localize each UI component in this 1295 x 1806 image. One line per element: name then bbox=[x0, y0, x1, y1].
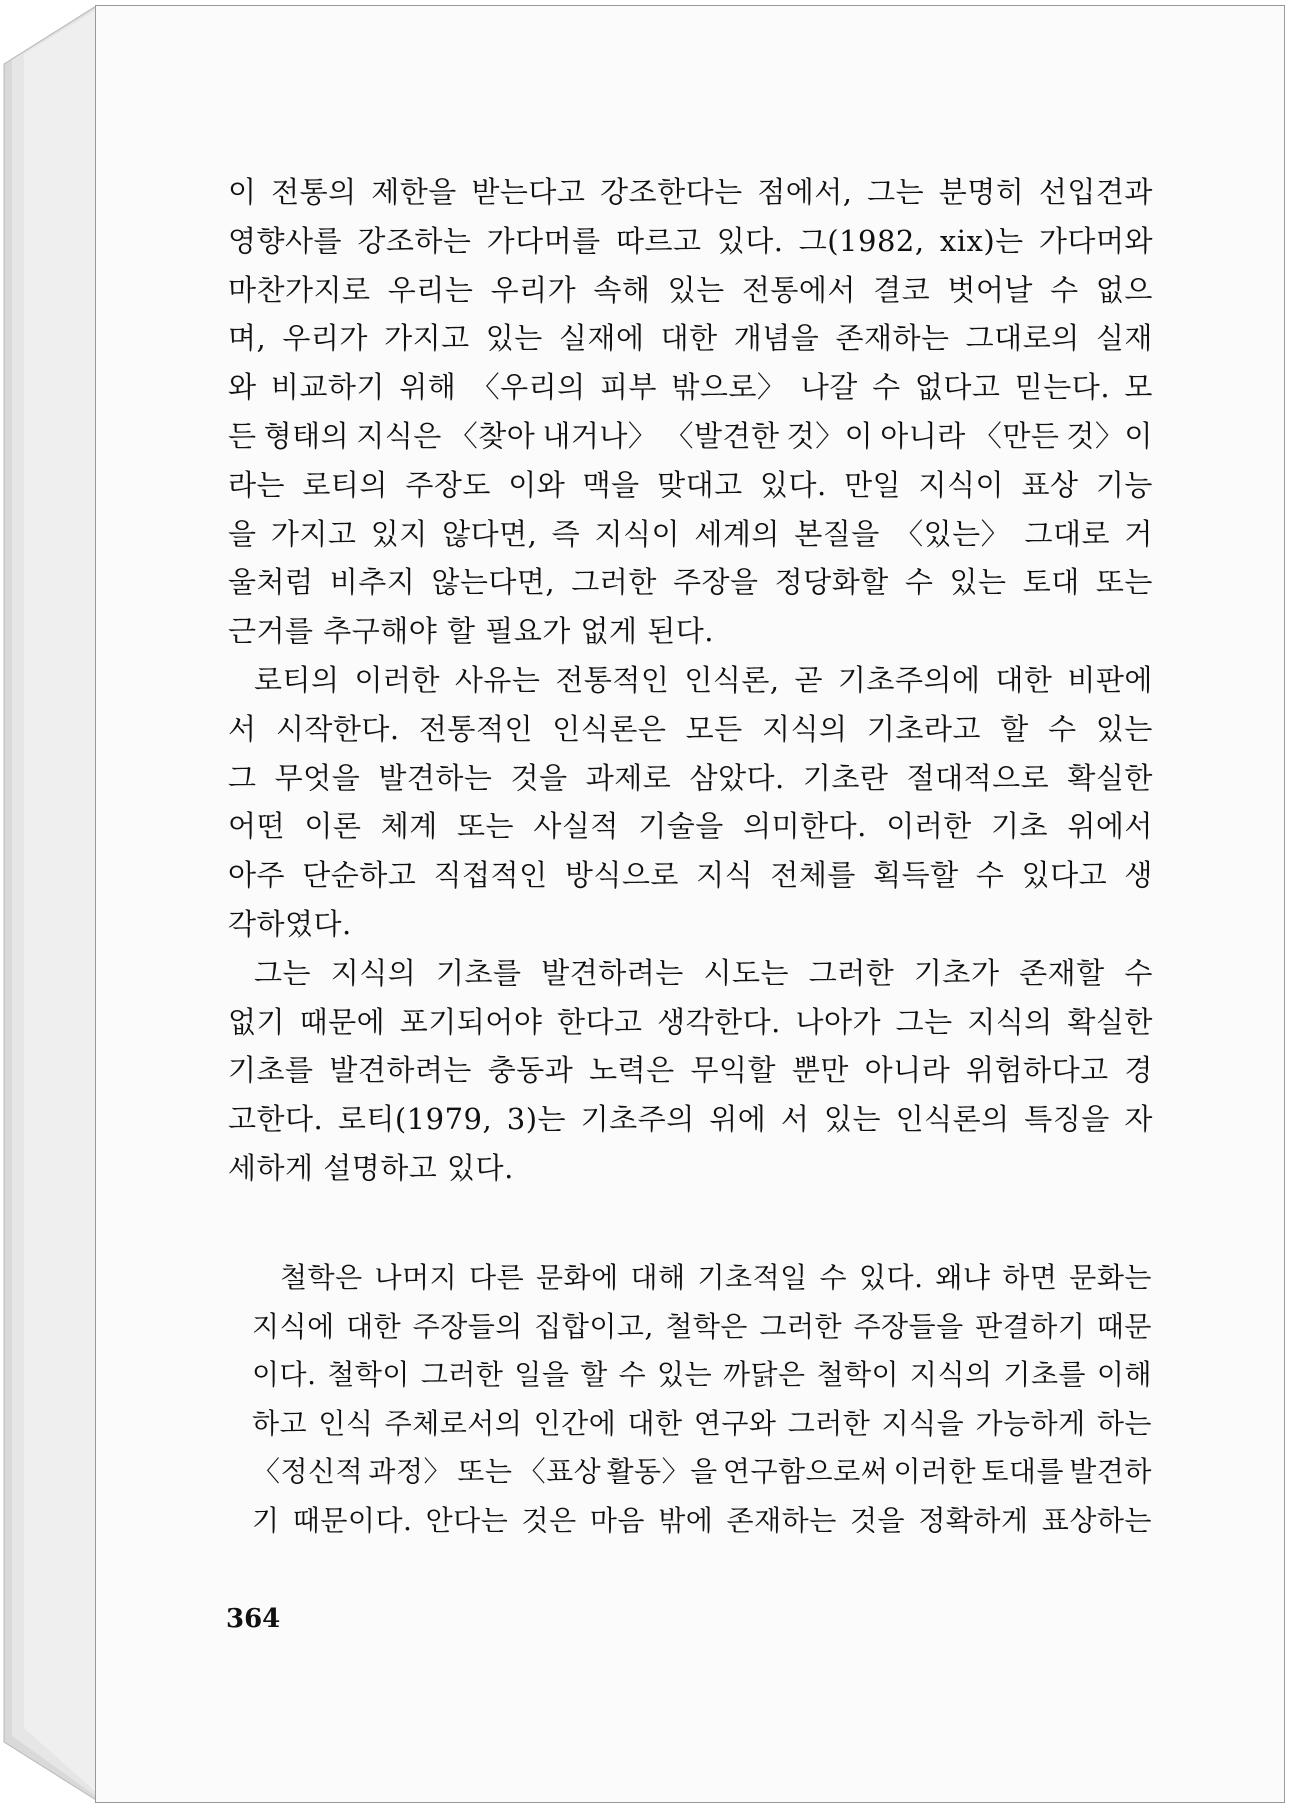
word: 이론 bbox=[304, 809, 362, 844]
word: 와 bbox=[228, 370, 257, 405]
word: 무엇을 bbox=[274, 760, 361, 795]
word: 아니라 bbox=[864, 1053, 951, 1088]
text-line: 세하게 설명하고 있다. bbox=[228, 1150, 514, 1185]
word: 정확하게 bbox=[918, 1503, 1029, 1537]
word: 활동〉을 bbox=[606, 1455, 718, 1489]
word: 충동과 bbox=[487, 1053, 574, 1088]
word: 또는 bbox=[1095, 565, 1153, 600]
word: 마음 bbox=[589, 1503, 645, 1537]
word: 그러한 bbox=[808, 955, 895, 990]
word: 있다. bbox=[716, 223, 784, 258]
word: 있다고 bbox=[1021, 858, 1108, 893]
word: 노력은 bbox=[589, 1053, 675, 1088]
word: 절대적으로 bbox=[906, 760, 1050, 795]
word: 선입견과 bbox=[1038, 175, 1153, 209]
word: 내거나〉 bbox=[542, 418, 658, 453]
word: 존재하는 bbox=[726, 1503, 837, 1537]
word: 세계의 bbox=[694, 516, 780, 551]
text-line bbox=[228, 851, 1153, 900]
word: 철학이 bbox=[327, 1358, 410, 1392]
word: 존재할 bbox=[1019, 955, 1105, 990]
word: 표상 bbox=[1021, 467, 1079, 502]
text-line bbox=[252, 1254, 1152, 1303]
word: 확실한 bbox=[1067, 1004, 1153, 1039]
word: 그러한 bbox=[571, 565, 657, 600]
word: 로티의 bbox=[302, 467, 388, 502]
word: 지식은 bbox=[356, 418, 442, 453]
word: 〈정신적 bbox=[252, 1455, 364, 1489]
word: 생 bbox=[1124, 858, 1153, 893]
word: 로티의 bbox=[254, 662, 340, 697]
word: 지식의 bbox=[762, 711, 848, 746]
word: 실재 bbox=[1095, 321, 1153, 356]
word: 〈만든 bbox=[972, 418, 1060, 453]
word: 연구함으로써 bbox=[722, 1455, 889, 1489]
word: 하면 bbox=[1002, 1261, 1058, 1294]
word: 전체를 bbox=[770, 858, 856, 893]
word: 무익할 bbox=[690, 1053, 777, 1088]
word: 〈발견한 bbox=[664, 418, 780, 453]
word: 그는 bbox=[254, 955, 312, 990]
word: 그러한 bbox=[787, 1406, 871, 1440]
word: 과제로 bbox=[585, 760, 672, 795]
text-line bbox=[228, 1095, 1153, 1144]
text-line bbox=[228, 1046, 1153, 1095]
word: 발견하 bbox=[1069, 1455, 1152, 1489]
word: 마찬가지로 bbox=[228, 272, 371, 307]
word: 왜냐 bbox=[935, 1261, 991, 1294]
word: 〈있는〉 bbox=[894, 516, 1011, 551]
page-number: 364 bbox=[226, 1604, 281, 1634]
word: 위에서 bbox=[1067, 809, 1153, 844]
word: 을 bbox=[228, 516, 257, 551]
word: 있는 bbox=[1095, 711, 1153, 746]
word: 것〉이 bbox=[1066, 418, 1153, 453]
word: 즉 bbox=[551, 516, 581, 551]
word: 수 bbox=[904, 565, 934, 600]
word: 그러한 bbox=[420, 1358, 504, 1392]
text-line bbox=[252, 1448, 1152, 1497]
word: 모든 bbox=[685, 711, 743, 746]
word: 나아가 bbox=[795, 1004, 881, 1039]
word: 비추지 bbox=[329, 565, 416, 600]
text-line bbox=[228, 705, 1153, 754]
word: 기초적일 bbox=[697, 1261, 808, 1294]
word: 시도는 bbox=[703, 955, 789, 990]
word: 〈찾아 bbox=[448, 418, 536, 453]
word: 모 bbox=[1124, 370, 1153, 405]
word: 판결하기 bbox=[975, 1309, 1086, 1343]
word: 맥을 bbox=[582, 467, 640, 502]
word: 포기되어야 bbox=[399, 1004, 543, 1039]
text-line bbox=[252, 1497, 1152, 1546]
word: 기초를 bbox=[228, 1053, 314, 1088]
text-line bbox=[228, 363, 1153, 412]
word: 주장을 bbox=[672, 565, 759, 600]
word: 이와 bbox=[508, 467, 566, 502]
word: 3)는 bbox=[506, 1102, 567, 1137]
word: 삼았다. bbox=[689, 760, 785, 795]
word: 없으 bbox=[1095, 272, 1153, 307]
word: 것을 bbox=[849, 1503, 906, 1537]
word: 가다머를 bbox=[486, 223, 601, 258]
word: 수 bbox=[1050, 272, 1079, 307]
word: 수 bbox=[975, 858, 1005, 893]
word: 정당화할 bbox=[774, 565, 889, 600]
word: 실재에 bbox=[558, 321, 645, 356]
word: 이러한 bbox=[354, 662, 440, 697]
word: 문화는 bbox=[1069, 1261, 1152, 1294]
block-quote bbox=[252, 1254, 1152, 1546]
word: 기초주의 bbox=[580, 1102, 695, 1137]
word: 강조한다는 bbox=[600, 175, 743, 209]
word: 않다면, bbox=[442, 516, 538, 551]
word: 이해 bbox=[1096, 1358, 1152, 1392]
word: 있다. bbox=[858, 1261, 924, 1294]
word: 지식 bbox=[696, 858, 754, 893]
word: 전통의 bbox=[271, 175, 357, 209]
word: 서 bbox=[780, 1102, 810, 1137]
word: 주체로서의 bbox=[384, 1406, 523, 1440]
word: 일을 bbox=[514, 1358, 570, 1392]
word: 며, bbox=[228, 321, 267, 356]
word: 있지 bbox=[370, 516, 428, 551]
word: 있는 bbox=[824, 1102, 882, 1137]
word: 점에서, bbox=[757, 175, 853, 209]
word: 밖으로〉 bbox=[671, 370, 787, 405]
word: 발견하는 bbox=[378, 760, 493, 795]
word: 밖에 bbox=[658, 1503, 714, 1537]
word: 분명히 bbox=[938, 175, 1025, 209]
word: 다른 bbox=[469, 1261, 525, 1294]
word: 어떤 bbox=[228, 809, 286, 844]
word: 형태의 bbox=[263, 418, 350, 453]
word: 생각한다. bbox=[657, 1004, 781, 1039]
text-line bbox=[228, 510, 1153, 559]
word: 주장들을 bbox=[853, 1309, 964, 1343]
word: 〈표상 bbox=[517, 1455, 602, 1489]
word: 없기 bbox=[228, 1004, 286, 1039]
word: 하고 bbox=[252, 1406, 308, 1440]
body-text bbox=[228, 168, 1153, 1193]
text-line: 각하였다. bbox=[228, 906, 352, 941]
word: 지식의 bbox=[909, 1358, 993, 1392]
word: 주장도 bbox=[405, 467, 491, 502]
word: 기초를 bbox=[435, 955, 522, 990]
word: 나머지 bbox=[374, 1261, 458, 1294]
word: 지식이 bbox=[918, 467, 1005, 502]
word: 표상하는 bbox=[1041, 1503, 1152, 1537]
word: 속해 bbox=[593, 272, 651, 307]
word: 개념을 bbox=[733, 321, 820, 356]
word: 토대를 bbox=[981, 1455, 1064, 1489]
word: 것〉이 bbox=[786, 418, 874, 453]
word: xix)는 bbox=[939, 223, 1024, 258]
word: 기초 bbox=[991, 809, 1049, 844]
word: 든 bbox=[228, 418, 257, 453]
word: 발견하려는 bbox=[329, 1053, 472, 1088]
word: 수 bbox=[1048, 711, 1077, 746]
text-line bbox=[228, 754, 1153, 803]
text-line bbox=[252, 1303, 1152, 1352]
word: 지식의 bbox=[967, 1004, 1053, 1039]
word: 이러한 bbox=[886, 809, 972, 844]
word: 없다고 bbox=[914, 370, 1001, 405]
word: 전통적인 bbox=[555, 662, 670, 697]
text-line bbox=[252, 1400, 1152, 1449]
word: 그대로의 bbox=[965, 321, 1080, 356]
word: 〈우리의 bbox=[470, 370, 586, 405]
word: 철학이 bbox=[816, 1358, 900, 1392]
word: 철학은 bbox=[665, 1309, 748, 1343]
word: 대한 bbox=[627, 1406, 683, 1440]
word: 그러한 bbox=[759, 1309, 843, 1343]
text-line bbox=[228, 266, 1153, 315]
text-line bbox=[228, 998, 1153, 1047]
word: 전통에서 bbox=[741, 272, 856, 307]
word: 있는 bbox=[485, 321, 543, 356]
word: 맞대고 bbox=[657, 467, 743, 502]
word: 인식론의 bbox=[895, 1102, 1010, 1137]
word: 수 bbox=[618, 1358, 647, 1392]
text-line bbox=[228, 461, 1153, 510]
word: 기 bbox=[252, 1503, 280, 1537]
word: 비판에 bbox=[1067, 662, 1153, 697]
word: 있다. bbox=[759, 467, 827, 502]
word: 토대 bbox=[1022, 565, 1080, 600]
text-line bbox=[228, 656, 1153, 705]
word: 아니라 bbox=[880, 418, 966, 453]
word: 사유는 bbox=[454, 662, 541, 697]
word: 이러한 bbox=[893, 1455, 977, 1489]
word: 믿는다. bbox=[1014, 370, 1111, 405]
text-line bbox=[228, 168, 1153, 217]
word: 그는 bbox=[867, 175, 925, 209]
word: 지식이 bbox=[594, 516, 681, 551]
word: 강조하는 bbox=[357, 223, 472, 258]
text-line bbox=[252, 1351, 1152, 1400]
word: 방식으로 bbox=[564, 858, 679, 893]
word: 그(1982, bbox=[798, 223, 925, 258]
word: 할 bbox=[1000, 711, 1029, 746]
word: 또는 bbox=[457, 809, 515, 844]
word: 의미한다. bbox=[743, 809, 867, 844]
word: 그 bbox=[228, 760, 257, 795]
word: 철학은 bbox=[280, 1261, 363, 1294]
word: 때문 bbox=[1096, 1309, 1152, 1343]
word: 영향사를 bbox=[228, 223, 343, 258]
word: 울처럼 bbox=[228, 565, 314, 600]
word: 있는 bbox=[667, 272, 725, 307]
word: 기초를 bbox=[1003, 1358, 1087, 1392]
text-line bbox=[228, 949, 1153, 998]
text-line bbox=[228, 802, 1153, 851]
word: 그는 bbox=[895, 1004, 953, 1039]
word: 기술을 bbox=[638, 809, 724, 844]
word: 곧 bbox=[794, 662, 824, 697]
word: 인식론, bbox=[684, 662, 780, 697]
word: 한다고 bbox=[556, 1004, 643, 1039]
word: 가능하게 bbox=[975, 1406, 1086, 1440]
word: 안다는 bbox=[425, 1503, 509, 1537]
word: 않는다면, bbox=[431, 565, 556, 600]
word: 따르고 bbox=[615, 223, 702, 258]
word: 때문이다. bbox=[292, 1503, 413, 1537]
word: 이다. bbox=[252, 1358, 317, 1392]
word: 피부 bbox=[599, 370, 657, 405]
word: 체계 bbox=[380, 809, 438, 844]
word: 연구와 bbox=[693, 1406, 777, 1440]
word: 우리가 bbox=[282, 321, 368, 356]
word: 위험하다고 bbox=[966, 1053, 1109, 1088]
word: 고한다. bbox=[228, 1102, 324, 1137]
text-line bbox=[228, 558, 1153, 607]
word: 단순하고 bbox=[302, 858, 417, 893]
word: 대한 bbox=[660, 321, 718, 356]
word: 나갈 bbox=[800, 370, 858, 405]
word: 존재하는 bbox=[835, 321, 950, 356]
word: 비교하기 bbox=[270, 370, 385, 405]
word: 우리가 bbox=[490, 272, 577, 307]
text-line bbox=[228, 314, 1153, 363]
word: 전통적인 bbox=[418, 711, 533, 746]
word: 로티(1979, bbox=[337, 1102, 493, 1137]
word: 가지고 bbox=[384, 321, 470, 356]
word: 받는다고 bbox=[471, 175, 586, 209]
word: 것은 bbox=[521, 1503, 577, 1537]
word: 확실한 bbox=[1067, 760, 1153, 795]
word: 것을 bbox=[510, 760, 568, 795]
word: 기초라고 bbox=[866, 711, 981, 746]
word: 하는 bbox=[1096, 1406, 1152, 1440]
word: 서 bbox=[228, 711, 257, 746]
word: 또는 bbox=[457, 1455, 513, 1489]
text-line bbox=[228, 217, 1153, 266]
word: 라는 bbox=[228, 467, 286, 502]
word: 할 bbox=[580, 1358, 608, 1392]
word: 아주 bbox=[228, 858, 286, 893]
word: 있는 bbox=[657, 1358, 713, 1392]
word: 이 bbox=[228, 175, 257, 209]
word: 수 bbox=[1124, 955, 1153, 990]
word: 인식 bbox=[318, 1406, 374, 1440]
word: 만일 bbox=[844, 467, 902, 502]
word: 뿐만 bbox=[791, 1053, 849, 1088]
word: 수 bbox=[872, 370, 901, 405]
word: 사실적 bbox=[533, 809, 619, 844]
word: 때문에 bbox=[299, 1004, 386, 1039]
word: 주장들의 bbox=[412, 1309, 523, 1343]
word: 지식을 bbox=[881, 1406, 965, 1440]
word: 특징을 bbox=[1024, 1102, 1110, 1137]
word: 기능 bbox=[1095, 467, 1153, 502]
word: 본질을 bbox=[794, 516, 880, 551]
word: 문화에 bbox=[536, 1261, 619, 1294]
text-line: 근거를 추구해야 할 필요가 없게 된다. bbox=[228, 614, 715, 649]
word: 벗어날 bbox=[947, 272, 1033, 307]
word: 기초가 bbox=[913, 955, 1000, 990]
word: 까닭은 bbox=[722, 1358, 806, 1392]
word: 발견하려는 bbox=[541, 955, 684, 990]
word: 경 bbox=[1124, 1053, 1153, 1088]
word: 대한 bbox=[995, 662, 1053, 697]
word: 시작한다. bbox=[275, 711, 400, 746]
word: 가지고 bbox=[270, 516, 357, 551]
word: 인식론은 bbox=[552, 711, 667, 746]
word: 위해 bbox=[399, 370, 457, 405]
word: 결코 bbox=[873, 272, 931, 307]
word: 획득할 bbox=[873, 858, 959, 893]
word: 우리는 bbox=[387, 272, 474, 307]
word: 대해 bbox=[630, 1261, 686, 1294]
word: 있는 bbox=[949, 565, 1007, 600]
word: 기초란 bbox=[802, 760, 889, 795]
word: 제한을 bbox=[371, 175, 457, 209]
word: 자 bbox=[1124, 1102, 1153, 1137]
text-line bbox=[228, 412, 1153, 461]
word: 위에 bbox=[709, 1102, 767, 1137]
word: 집합이고, bbox=[534, 1309, 654, 1343]
word: 지식에 bbox=[252, 1309, 335, 1343]
word: 과정〉 bbox=[368, 1455, 453, 1489]
word: 거 bbox=[1124, 516, 1153, 551]
word: 기초주의에 bbox=[837, 662, 981, 697]
word: 직접적인 bbox=[433, 858, 548, 893]
word: 그대로 bbox=[1024, 516, 1111, 551]
word: 가다머와 bbox=[1038, 223, 1153, 258]
word: 지식의 bbox=[330, 955, 417, 990]
word: 대한 bbox=[346, 1309, 402, 1343]
word: 인간에 bbox=[533, 1406, 617, 1440]
word: 수 bbox=[819, 1261, 848, 1294]
